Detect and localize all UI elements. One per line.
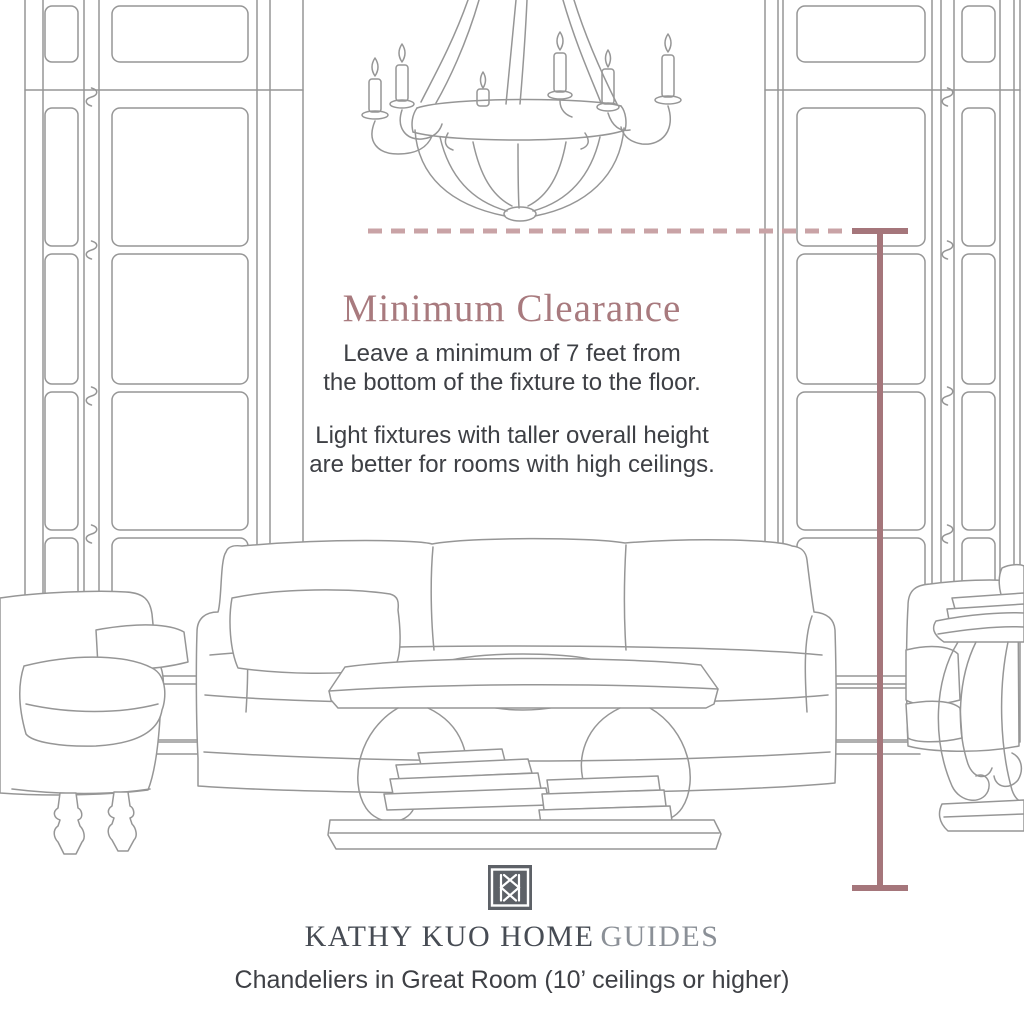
section-title: Minimum Clearance (342, 287, 682, 330)
clearance-note-line-2: the bottom of the fixture to the floor. (323, 369, 701, 396)
throw-pillow (230, 590, 400, 673)
armchair-left-illustration (0, 591, 188, 854)
brand-name: KATHY KUO HOME (304, 920, 595, 953)
clearance-note-line-1: Leave a minimum of 7 feet from (343, 340, 681, 367)
brand-lockup (0, 920, 1024, 954)
brand-guides: GUIDES (600, 920, 720, 953)
height-note (0, 421, 1024, 479)
height-note-line-2: are better for rooms with high ceilings. (309, 451, 715, 478)
chandelier-illustration (362, 0, 681, 221)
kk-lattice-monogram-icon (488, 865, 532, 910)
guide-caption: Chandeliers in Great Room (10’ ceilings or higher) (234, 966, 790, 994)
height-note-line-1: Light fixtures with taller overall height (315, 422, 709, 449)
clearance-note (0, 339, 1024, 397)
